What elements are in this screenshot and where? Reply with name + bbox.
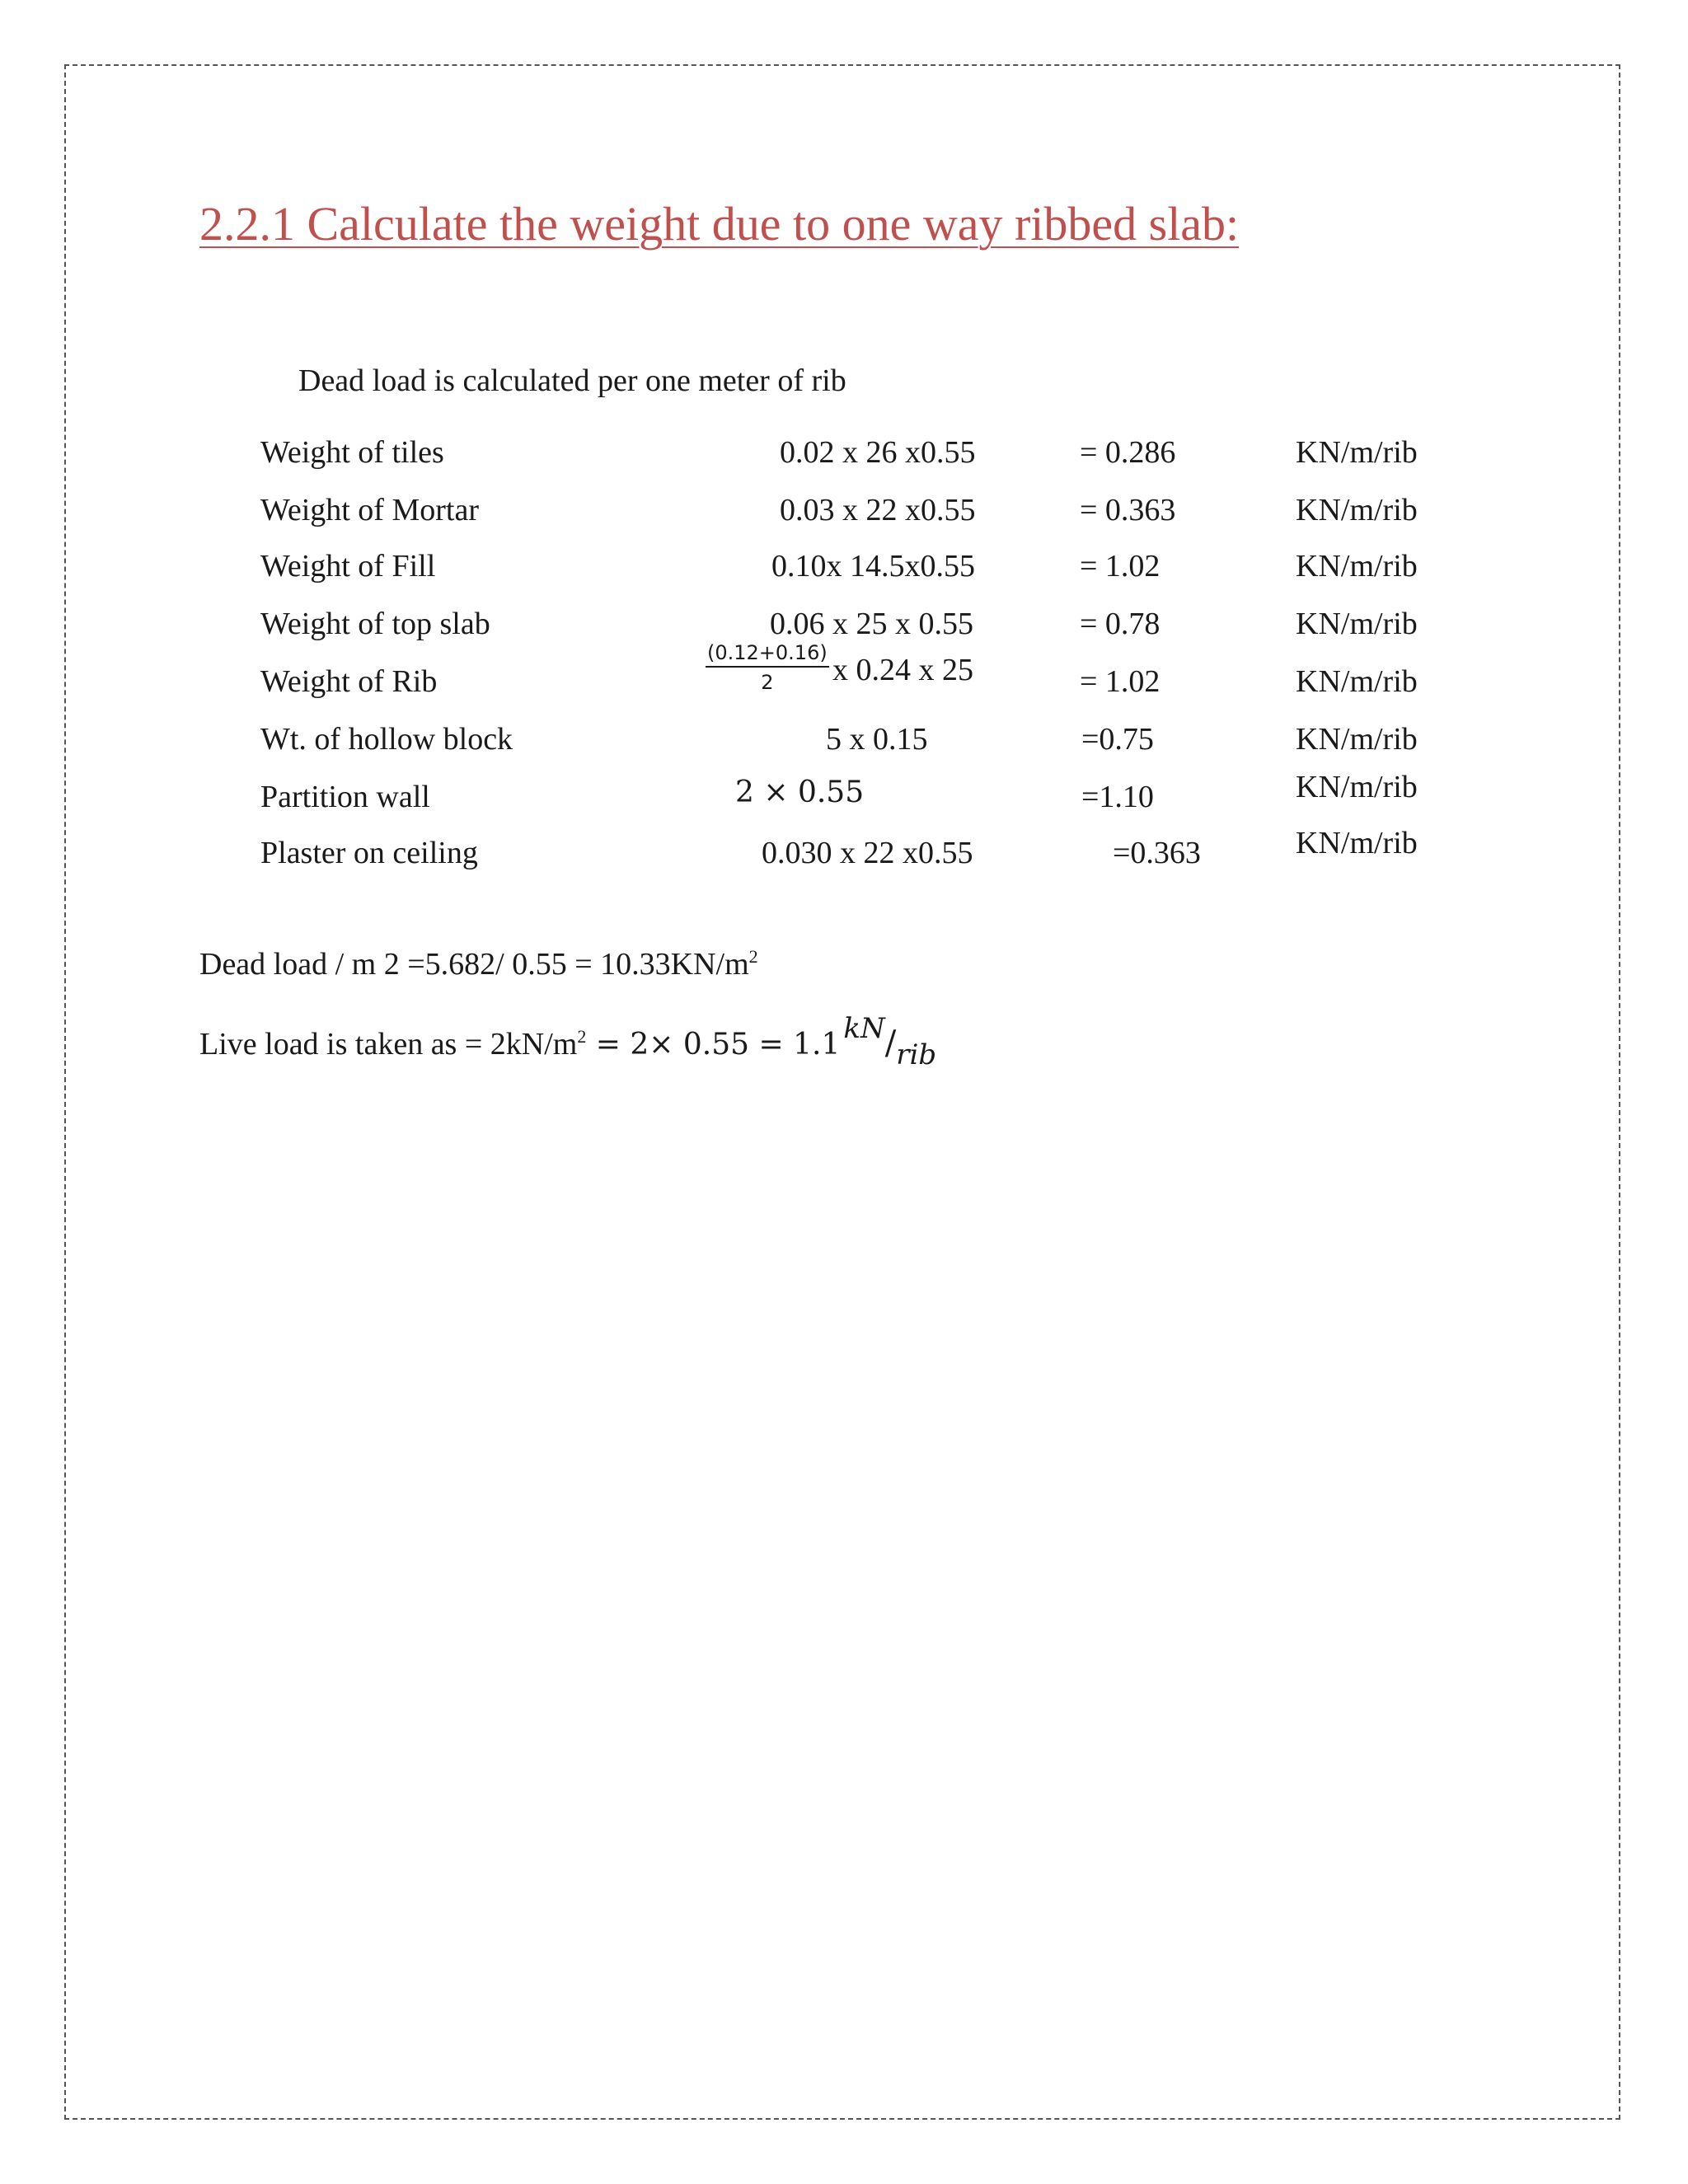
- row-calc: 0.02 x 26 x0.55: [780, 435, 976, 470]
- row-item: Weight of Mortar: [260, 493, 479, 527]
- row-unit: KN/m/rib: [1296, 549, 1418, 583]
- row-item: Plaster on ceiling: [260, 836, 478, 870]
- dead-load-text: Dead load / m 2 =5.682/ 0.55 = 10.33KN/m: [199, 947, 749, 982]
- row-unit: KN/m/rib: [1296, 435, 1418, 470]
- live-load-unit-denominator: rib: [896, 1038, 937, 1071]
- row-item: Weight of Rib: [260, 664, 438, 699]
- live-load-unit-slash: /: [884, 1024, 897, 1062]
- dead-load-summary: [199, 948, 758, 980]
- row-unit: KN/m/rib: [1296, 607, 1418, 641]
- row-unit: KN/m/rib: [1296, 493, 1418, 527]
- row-calc: 0.030 x 22 x0.55: [762, 836, 973, 870]
- row-result: = 1.02: [1080, 549, 1160, 583]
- intro-text: Dead load is calculated per one meter of rib: [298, 363, 846, 398]
- row-unit: KN/m/rib: [1296, 826, 1418, 860]
- row-calc: 0.03 x 22 x0.55: [780, 493, 976, 527]
- row-result: =1.10: [1081, 780, 1154, 814]
- row-item: Partition wall: [260, 780, 430, 814]
- live-load-text: Live load is taken as = 2kN/m: [199, 1027, 578, 1062]
- row-calc: 0.10x 14.5x0.55: [771, 549, 975, 583]
- row-item: Weight of top slab: [260, 607, 490, 641]
- row-result: = 1.02: [1080, 664, 1160, 699]
- row-result: = 0.363: [1080, 493, 1176, 527]
- section-heading: 2.2.1 Calculate the weight due to one way ribbed slab:: [199, 197, 1240, 251]
- row-calc: 2 × 0.55: [735, 776, 865, 809]
- row-result: = 0.286: [1080, 435, 1176, 470]
- row-calc: x 0.24 x 25: [832, 653, 973, 687]
- rib-width-fraction: [706, 643, 829, 692]
- fraction-denominator: 2: [761, 671, 774, 694]
- row-item: Weight of Fill: [260, 549, 436, 583]
- live-load-expression: = 2× 0.55 = 1.1: [586, 1028, 841, 1062]
- row-calc: 5 x 0.15: [826, 722, 928, 757]
- live-load-exponent: 2: [577, 1026, 587, 1047]
- fraction-numerator: (0.12+0.16): [706, 643, 829, 668]
- row-unit: KN/m/rib: [1296, 722, 1418, 757]
- row-result: = 0.78: [1080, 607, 1160, 641]
- live-load-summary: [199, 1012, 937, 1071]
- row-unit: KN/m/rib: [1296, 770, 1418, 804]
- live-load-unit-numerator: kN: [843, 1012, 885, 1045]
- dead-load-exponent: 2: [748, 946, 758, 967]
- row-result: =0.363: [1113, 836, 1201, 870]
- row-result: =0.75: [1081, 722, 1154, 757]
- row-item: Weight of tiles: [260, 435, 444, 470]
- row-item: Wt. of hollow block: [260, 722, 513, 757]
- row-unit: KN/m/rib: [1296, 664, 1418, 699]
- row-calc: 0.06 x 25 x 0.55: [770, 607, 973, 641]
